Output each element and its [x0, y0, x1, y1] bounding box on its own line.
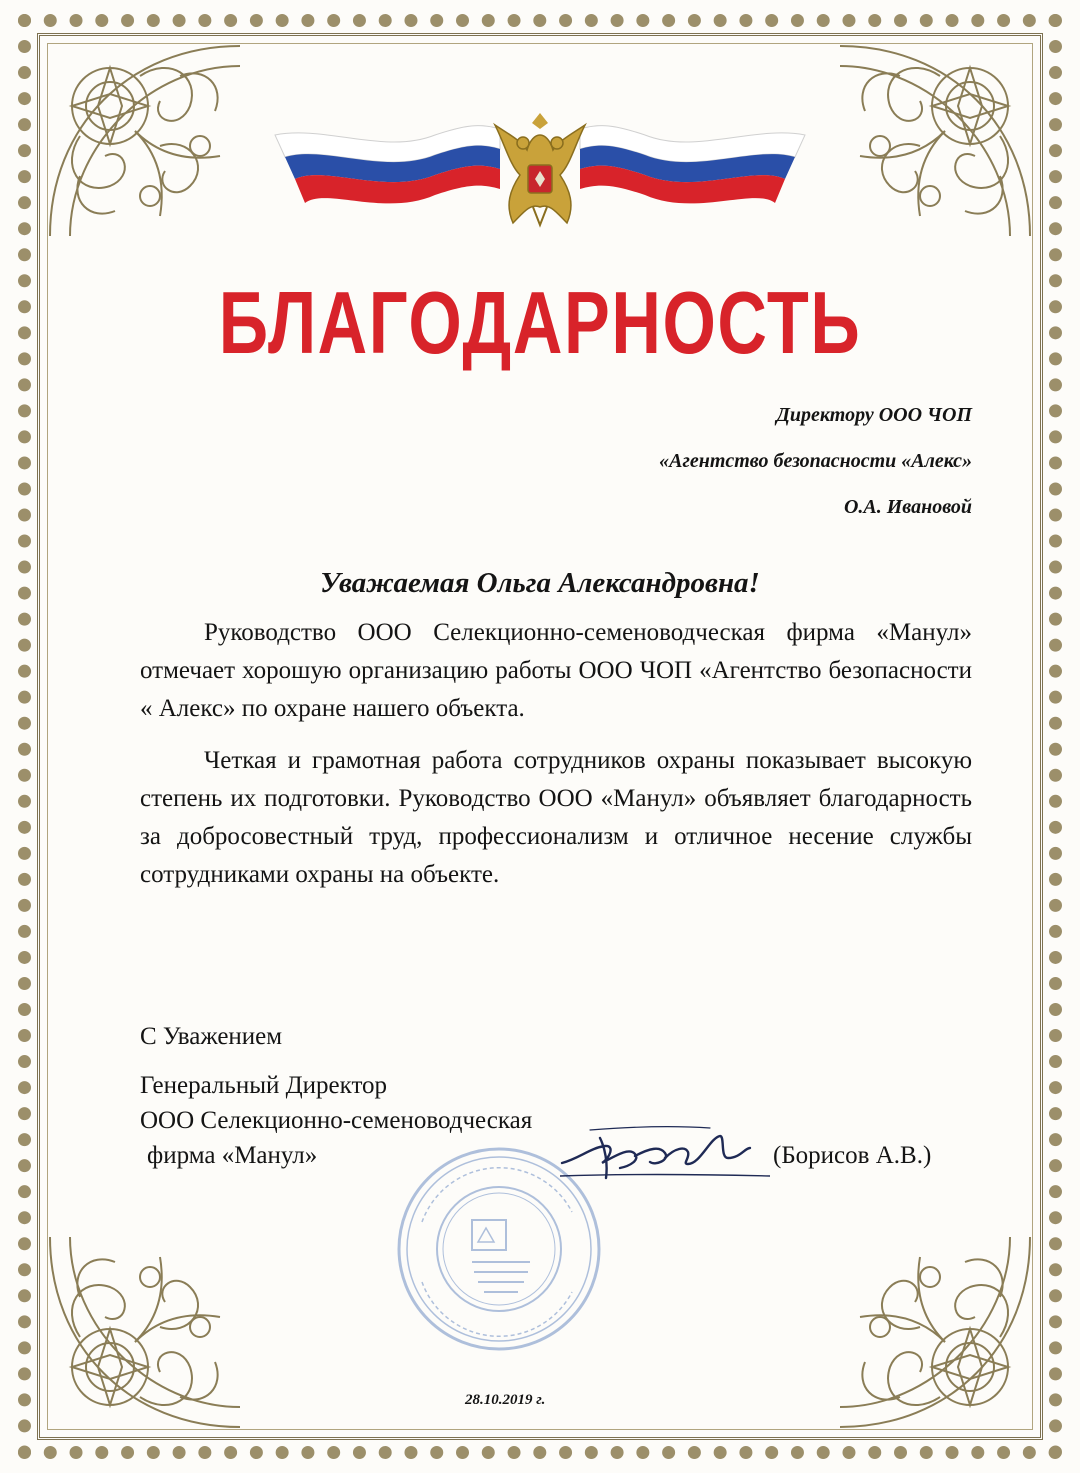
ornament-corner-icon	[40, 1227, 250, 1437]
document-date: 28.10.2019 г.	[465, 1392, 546, 1408]
ornament-corner-top-left	[40, 36, 250, 246]
ornament-corner-bottom-right	[830, 1227, 1040, 1437]
ornament-corner-icon	[40, 36, 250, 246]
addressee-line-1: Директору ООО ЧОП	[776, 404, 972, 426]
paragraph: Четкая и грамотная работа сотрудников охраны показывает высокую степень их подготовки. Руководство ООО «Манул» объявляет благодарность за добросовестный труд, профессионализм и отличное несение службы сотрудниками охраны на объекте.	[140, 747, 972, 888]
ornament-corner-icon	[830, 36, 1040, 246]
addressee-line-2: «Агентство безопасности «Алекс»	[659, 450, 972, 472]
signatory-company-line-2: фирма «Манул»	[147, 1142, 318, 1169]
addressee-block	[659, 392, 972, 530]
addressee-line-3: О.А. Ивановой	[843, 496, 972, 518]
handwritten-signature	[560, 1118, 770, 1188]
ornament-corner-top-right	[830, 36, 1040, 246]
tricolor-ribbon-icon	[265, 95, 815, 245]
ornament-corner-bottom-left	[40, 1227, 250, 1437]
double-headed-eagle-emblem-icon	[495, 113, 585, 225]
letter-body	[140, 614, 972, 908]
signatory-position: Генеральный Директор	[140, 1072, 388, 1099]
emblem-header	[265, 95, 815, 245]
signatory-company-line-1: ООО Селекционно-семеноводческая	[140, 1107, 533, 1134]
ornament-corner-icon	[830, 1227, 1040, 1437]
greeting: Уважаемая Ольга Александровна!	[320, 567, 760, 599]
document-title: БЛАГОДАРНОСТЬ	[218, 273, 862, 372]
handwritten-signature-icon	[560, 1118, 770, 1188]
paragraph: Руководство ООО Селекционно-семеноводческая фирма «Манул» отмечает хорошую организацию работы ООО ЧОП «Агентство безопасности « Алекс» по охране нашего объекта.	[140, 619, 972, 722]
signer-name: (Борисов А.В.)	[773, 1142, 932, 1169]
closing-phrase: С Уважением	[140, 1023, 283, 1050]
